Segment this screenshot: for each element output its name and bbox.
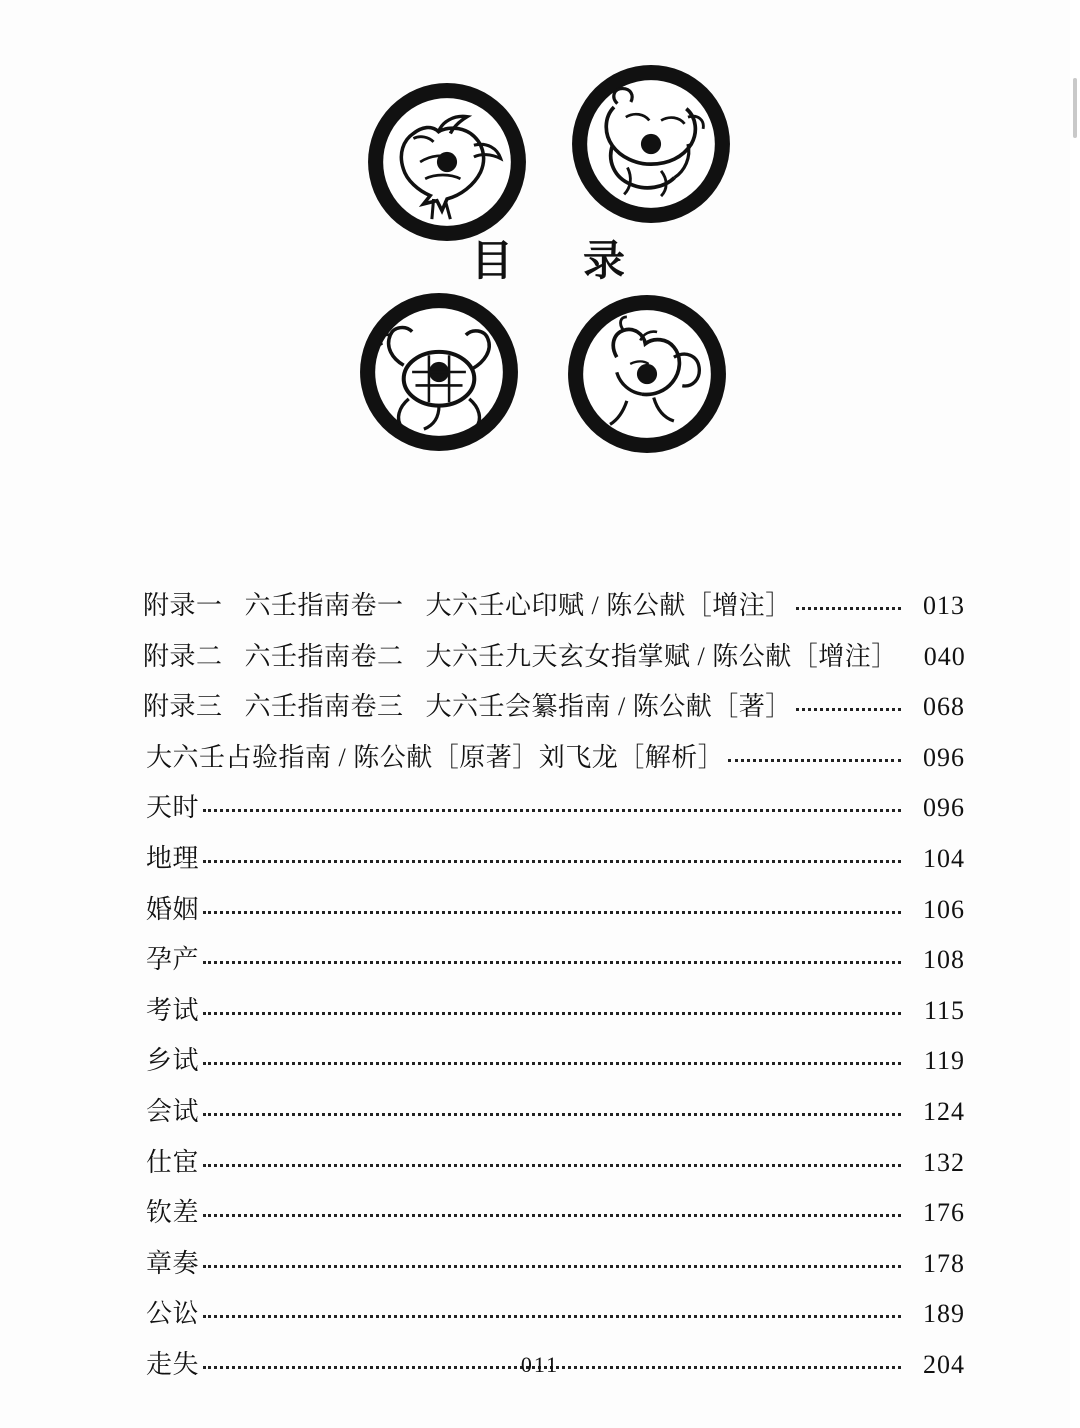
toc-leader-dots: [203, 809, 901, 812]
toc-entry-page: 068: [923, 692, 965, 722]
toc-entry-segment: 大六壬占验指南 / 陈公献［原著］刘飞龙［解析］: [146, 742, 725, 772]
toc-entry[interactable]: [143, 946, 965, 975]
toc-entry-segment: 六壬指南卷三: [244, 692, 404, 722]
toc-entry-label: [146, 845, 199, 874]
toc-entry-label: [146, 997, 199, 1026]
toc-entry-page: 115: [923, 995, 965, 1025]
toc-entry-segment: 地理: [146, 843, 200, 873]
toc-entry-segment: 章奏: [146, 1248, 200, 1278]
toc-entry-label: [146, 1300, 199, 1329]
toc-leader-dots: [203, 961, 901, 964]
toc-entry-segment: 六壬指南卷二: [244, 641, 404, 671]
toc-entry-page: 040: [923, 641, 966, 671]
toc-entry-label: [146, 1047, 199, 1076]
toc-entry-label: [146, 1199, 199, 1228]
toc-leader-dots: [796, 607, 901, 610]
toc-entry-segment: 附录二: [143, 641, 223, 671]
toc-entry-segment: 大六壬会纂指南 / 陈公献［著］: [425, 692, 792, 722]
toc-entry-label: [146, 744, 724, 773]
toc-entry-label: [146, 1250, 199, 1279]
toc-entry[interactable]: [143, 592, 965, 621]
scrollbar-track[interactable]: [1070, 0, 1080, 1428]
toc-entry-page: 013: [923, 591, 965, 620]
toc-entry-segment: 钦差: [146, 1198, 200, 1228]
toc-entry-segment: 附录三: [143, 692, 223, 722]
toc-entry-page: 096: [923, 793, 965, 823]
black-tortoise-medallion-icon: [355, 288, 523, 456]
toc-leader-dots: [203, 1113, 901, 1116]
toc-entry-page: 108: [923, 945, 965, 975]
toc-leader-dots: [796, 708, 901, 711]
toc-entry-page: 178: [923, 1248, 965, 1278]
toc-entry-label: [143, 693, 792, 722]
toc-entry-page: 204: [923, 1349, 965, 1379]
table-of-contents: [143, 592, 965, 1402]
toc-entry-label: [146, 896, 199, 925]
toc-entry-label: [146, 946, 199, 975]
toc-entry[interactable]: [143, 744, 965, 773]
toc-entry[interactable]: [143, 1047, 965, 1076]
toc-entry-segment: 附录一: [143, 591, 223, 620]
toc-leader-dots: [203, 1012, 901, 1015]
page-title-wrap: [355, 228, 755, 288]
toc-entry-segment: 大六壬心印赋 / 陈公献［增注］: [425, 591, 792, 620]
toc-entry-segment: 天时: [146, 793, 200, 823]
toc-entry-segment: 仕宦: [146, 1147, 200, 1177]
toc-entry-segment: 会试: [146, 1096, 200, 1126]
toc-entry[interactable]: [143, 693, 965, 722]
toc-entry[interactable]: [143, 794, 965, 823]
toc-entry-segment: 孕产: [146, 945, 200, 975]
toc-entry[interactable]: [143, 896, 965, 925]
toc-leader-dots: [203, 1315, 901, 1318]
scrollbar-thumb[interactable]: [1073, 78, 1077, 138]
page-title: 目 录: [470, 239, 639, 285]
toc-entry[interactable]: [143, 643, 965, 672]
toc-entry[interactable]: [143, 1300, 965, 1329]
toc-leader-dots: [728, 759, 901, 762]
toc-leader-dots: [203, 1265, 901, 1268]
toc-leader-dots: [203, 1062, 901, 1065]
azure-dragon-medallion-icon: [567, 60, 735, 228]
toc-leader-dots: [203, 1164, 901, 1167]
toc-entry[interactable]: [143, 997, 965, 1026]
toc-entry-page: 096: [923, 742, 965, 772]
toc-entry[interactable]: [143, 1098, 965, 1127]
toc-entry-segment: 走失: [146, 1349, 200, 1379]
toc-entry-page: 189: [923, 1299, 965, 1329]
toc-entry-label: [143, 592, 792, 621]
folio-number: 011: [520, 1352, 560, 1377]
toc-entry[interactable]: [143, 1149, 965, 1178]
toc-entry[interactable]: [143, 1199, 965, 1228]
toc-leader-dots: [203, 1214, 901, 1217]
toc-entry-label: [146, 1149, 199, 1178]
toc-entry-page: 119: [923, 1046, 965, 1076]
toc-leader-dots: [203, 860, 901, 863]
emblem-header: [355, 38, 755, 458]
vermilion-bird-medallion-icon: [363, 78, 531, 246]
toc-entry[interactable]: [143, 1250, 965, 1279]
toc-entry-segment: 公讼: [146, 1299, 200, 1329]
toc-entry-segment: 考试: [146, 995, 200, 1025]
toc-entry-label: [143, 643, 898, 672]
toc-entry-page: 176: [923, 1198, 965, 1228]
toc-entry-label: [146, 1098, 199, 1127]
toc-entry-page: 106: [923, 894, 965, 924]
toc-entry-page: 104: [923, 843, 965, 873]
toc-entry-segment: 乡试: [146, 1046, 200, 1076]
toc-entry-segment: 婚姻: [146, 894, 200, 924]
toc-entry-segment: 六壬指南卷一: [244, 591, 404, 620]
toc-entry[interactable]: [143, 845, 965, 874]
toc-entry-page: 132: [923, 1147, 965, 1177]
toc-entry-page: 124: [923, 1096, 965, 1126]
white-tiger-medallion-icon: [563, 290, 731, 458]
toc-leader-dots: [203, 911, 901, 914]
toc-entry-label: [146, 794, 199, 823]
toc-entry-segment: 大六壬九天玄女指掌赋 / 陈公献［增注］: [425, 641, 898, 671]
